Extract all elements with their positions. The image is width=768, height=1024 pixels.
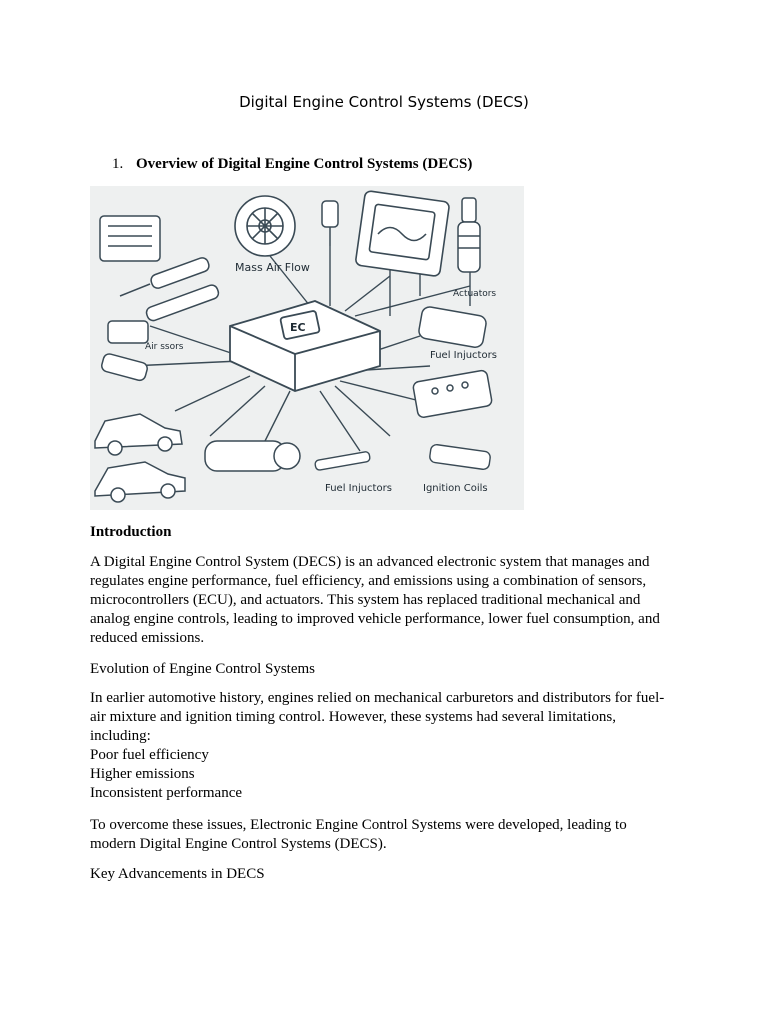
- introduction-paragraph: [90, 553, 680, 648]
- paragraph-line: To overcome these issues, Electronic Engine Control Systems were developed, leading to: [90, 817, 627, 833]
- label-ignition-coils: Ignition Coils: [423, 483, 488, 494]
- paragraph-line: modern Digital Engine Control Systems (DECS).: [90, 836, 387, 852]
- label-fuel-injectors-bottom: Fuel Injuctors: [325, 483, 392, 494]
- overcome-paragraph: [90, 816, 680, 854]
- bullet-text: Higher emissions: [90, 766, 195, 782]
- paragraph-line: reduced emissions.: [90, 630, 205, 646]
- section-heading-text: Overview of Digital Engine Control Systems (DECS): [136, 156, 473, 172]
- evolution-paragraph: [90, 689, 680, 803]
- evolution-heading: Evolution of Engine Control Systems: [90, 661, 315, 677]
- bullet-item: [90, 784, 680, 803]
- bullet-item: [90, 765, 680, 784]
- paragraph-line: including:: [90, 728, 151, 744]
- bullet-text: Inconsistent performance: [90, 785, 243, 801]
- decs-diagram-figure: [90, 186, 524, 510]
- paragraph-line: A Digital Engine Control System (DECS) is an advanced electronic system that manages and: [90, 554, 650, 570]
- paragraph-line: air mixture and ignition timing control. However, these systems had several limitations,: [90, 709, 616, 725]
- introduction-heading: Introduction: [90, 524, 172, 540]
- label-actuators: Actuators: [453, 289, 497, 299]
- advancements-heading: Key Advancements in DECS: [90, 866, 265, 882]
- paragraph-line: microcontrollers (ECU), and actuators. This system has replaced traditional mechanical and: [90, 592, 641, 608]
- label-mass-air-flow: Mass Air Flow: [235, 261, 310, 274]
- bullet-text: Poor fuel efficiency: [90, 747, 209, 763]
- label-fuel-injectors-right: Fuel Injuctors: [430, 350, 497, 361]
- label-air-sensors: Air ssors: [145, 342, 184, 352]
- paragraph-line: regulates engine performance, fuel efficiency, and emissions using a combination of sensors,: [90, 573, 647, 589]
- paragraph-line: analog engine controls, leading to improved vehicle performance, lower fuel consumption, and: [90, 611, 660, 627]
- paragraph-line: In earlier automotive history, engines relied on mechanical carburetors and distributors for fuel-: [90, 690, 665, 706]
- decs-diagram-illustration: [90, 186, 524, 510]
- bullet-item: [90, 746, 680, 765]
- label-ecu: EC: [290, 321, 306, 334]
- section-number: 1.: [112, 156, 124, 172]
- section-heading: [112, 156, 472, 173]
- document-title: Digital Engine Control Systems (DECS): [239, 93, 529, 111]
